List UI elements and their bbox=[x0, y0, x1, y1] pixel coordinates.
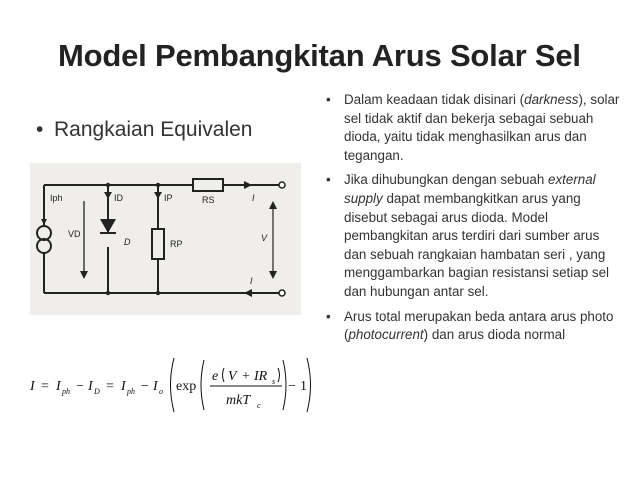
left-heading: Rangkaian Equivalen bbox=[54, 118, 253, 141]
bullet-text: Dalam keadaan tidak disinari ( bbox=[344, 92, 525, 107]
slide-title: Model Pembangkitan Arus Solar Sel bbox=[58, 38, 581, 73]
eq-I-ph-2: I bbox=[121, 379, 126, 394]
label-iph: Iph bbox=[50, 193, 63, 203]
label-d: D bbox=[124, 237, 131, 247]
vd-arrow-head bbox=[80, 271, 88, 279]
ip-arrow-head bbox=[154, 192, 162, 199]
outer-paren-right bbox=[307, 358, 311, 412]
diode-triangle bbox=[100, 219, 116, 233]
bullet-text: dapat membangkitkan arus yang disebut sebagai arus dioda. Model pembangkitan arus terdiri dari sumber arus dan sebuah rangkaian hambatan seri , yang menggambarkan bagian resistansi setiap sel dan hubungan antar sel. bbox=[344, 190, 609, 299]
label-rs: RS bbox=[202, 195, 215, 205]
iph-arrow-head bbox=[41, 219, 47, 225]
id-arrow-head bbox=[104, 192, 112, 199]
rp-resistor bbox=[152, 229, 164, 259]
eq-exp: exp bbox=[176, 379, 197, 394]
eq-sub-ph-2: ph bbox=[127, 387, 135, 396]
eq-num-e: e bbox=[212, 369, 219, 384]
num-paren-left bbox=[223, 368, 225, 382]
node-bottom-2 bbox=[156, 291, 160, 295]
eq-num-V: V bbox=[228, 369, 237, 384]
eq-den-mkT: mkT bbox=[226, 393, 251, 408]
bullet-symbol: • bbox=[326, 172, 331, 188]
label-id: ID bbox=[114, 193, 123, 203]
eq-I: I bbox=[30, 379, 35, 394]
bullet-text: Jika dihubungkan dengan sebuah bbox=[344, 172, 549, 188]
eq-minus-3: − bbox=[288, 379, 296, 394]
eq-I-o: I bbox=[153, 379, 158, 394]
outer-paren-left bbox=[171, 358, 175, 412]
eq-sub-o: o bbox=[159, 387, 163, 396]
current-source-circle-2 bbox=[37, 239, 51, 253]
rs-resistor bbox=[193, 179, 223, 191]
eq-I-D: I bbox=[88, 379, 93, 394]
right-bullet-item bbox=[323, 91, 623, 165]
node-top-1 bbox=[106, 183, 110, 187]
label-i-top: I bbox=[252, 193, 255, 203]
eq-I-ph-1: I bbox=[56, 379, 61, 394]
right-bullet-item bbox=[323, 171, 623, 301]
eq-sub-s: s bbox=[272, 377, 276, 386]
terminal-top bbox=[279, 182, 285, 188]
label-v: V bbox=[261, 233, 268, 243]
i-bottom-arrow-head bbox=[244, 289, 252, 297]
label-i-bottom: I bbox=[250, 276, 253, 286]
label-rp: RP bbox=[170, 239, 183, 249]
label-vd: VD bbox=[68, 229, 81, 239]
left-bullet bbox=[36, 118, 252, 142]
terminal-bottom bbox=[279, 290, 285, 296]
italic-term: external supply bbox=[344, 172, 596, 206]
current-source-circle-1 bbox=[37, 226, 51, 240]
v-arrow-head-down bbox=[269, 271, 277, 279]
bullet-symbol: • bbox=[326, 308, 331, 324]
eq-minus-2: − bbox=[141, 379, 149, 394]
eq-num-plus: + bbox=[242, 369, 250, 384]
label-ip: IP bbox=[164, 193, 173, 203]
right-bullet-list bbox=[323, 91, 623, 351]
circuit-svg bbox=[30, 163, 301, 315]
eq-sub-c: c bbox=[257, 401, 261, 410]
node-bottom-1 bbox=[106, 291, 110, 295]
eq-num-IR: IR bbox=[254, 369, 268, 384]
num-paren-right bbox=[278, 368, 280, 382]
eq-equals-2: = bbox=[106, 379, 114, 394]
eq-sub-D: D bbox=[94, 387, 100, 396]
bullet-text: ) dan arus dioda normal bbox=[423, 327, 566, 343]
equivalent-circuit-diagram bbox=[30, 163, 301, 315]
italic-term: photocurrent bbox=[348, 327, 424, 343]
i-top-arrow-head bbox=[244, 181, 252, 189]
right-bullet-item bbox=[323, 308, 623, 345]
bullet-text: Arus total merupakan beda antara arus photo ( bbox=[344, 308, 614, 343]
diode-current-equation bbox=[28, 354, 312, 416]
eq-one: 1 bbox=[300, 379, 307, 394]
bullet-symbol: • bbox=[326, 92, 331, 107]
eq-minus-1: − bbox=[76, 379, 84, 394]
eq-sub-ph-1: ph bbox=[62, 387, 70, 396]
bullet-text: ), solar sel tidak aktif dan bekerja sebagai sebuah dioda, yaitu tidak menghasilkan arus dan tegangan. bbox=[344, 92, 620, 163]
equation-svg bbox=[28, 354, 312, 416]
italic-term: darkness bbox=[524, 92, 579, 107]
node-top-2 bbox=[156, 183, 160, 187]
inner-paren-right bbox=[283, 360, 286, 410]
eq-equals-1: = bbox=[41, 379, 49, 394]
bullet-symbol: • bbox=[36, 118, 44, 141]
v-arrow-head-up bbox=[269, 201, 277, 209]
inner-paren-left bbox=[201, 360, 204, 410]
